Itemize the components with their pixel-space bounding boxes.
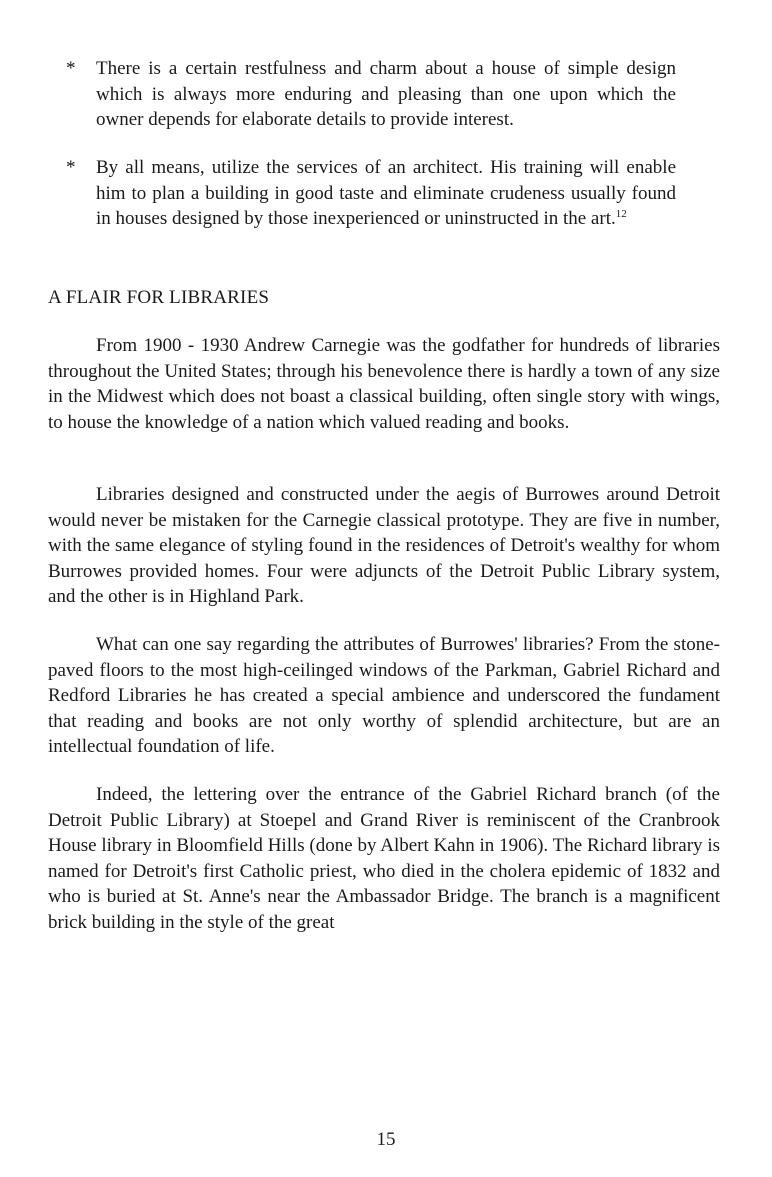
paragraph: From 1900 - 1930 Andrew Carnegie was the godfather for hundreds of libraries throughout the United States; through his benevolence there is hardly a town of any size in the Midwest which does not boast a classical building, often single story with wings, to house the knowledge of a nation which valued reading and books. bbox=[48, 335, 720, 433]
bullet-text-wrapper bbox=[96, 155, 676, 232]
paragraph: What can one say regarding the attributes of Burrowes' libraries? From the stone-paved floors to the most high-ceilinged windows of the Parkman, Gabriel Richard and Redford Libraries he has created a special ambience and underscored the fundament that reading and books are not only worthy of splendid architecture, but are an intellectual foundation of life. bbox=[48, 634, 720, 757]
bullet-item bbox=[66, 155, 676, 232]
bullet-item bbox=[66, 56, 676, 133]
section-heading: A FLAIR FOR LIBRARIES bbox=[48, 287, 270, 308]
bullet-text: By all means, utilize the services of an architect. His training will enable him to plan a building in good taste and eliminate crudeness usually found in houses designed by those inexperienced or uninstructed in the art. bbox=[96, 157, 676, 229]
footnote-reference: 12 bbox=[615, 208, 627, 220]
paragraph: Indeed, the lettering over the entrance of the Gabriel Richard branch (of the Detroit Public Library) at Stoepel and Grand River is reminiscent of the Cranbrook House library in Bloomfield Hills (done by Albert Kahn in 1906). The Richard library is named for Detroit's first Catholic priest, who died in the cholera epidemic of 1832 and who is buried at St. Anne's near the Ambassador Bridge. The branch is a magnificent brick building in the style of the great bbox=[48, 784, 720, 933]
page-number: 15 bbox=[376, 1129, 396, 1150]
bullet-text: There is a certain restfulness and charm about a house of simple design which is always more enduring and pleasing than one upon which the owner depends for elaborate details to provide interest. bbox=[96, 58, 676, 130]
bullet-marker: * bbox=[66, 157, 76, 178]
paragraph: Libraries designed and constructed under the aegis of Burrowes around Detroit would never be mistaken for the Carnegie classical prototype. They are five in number, with the same elegance of styling found in the residences of Detroit's wealthy for whom Burrowes provided homes. Four were adjuncts of the Detroit Public Library system, and the other is in Highland Park. bbox=[48, 484, 720, 607]
bullet-marker: * bbox=[66, 58, 76, 79]
